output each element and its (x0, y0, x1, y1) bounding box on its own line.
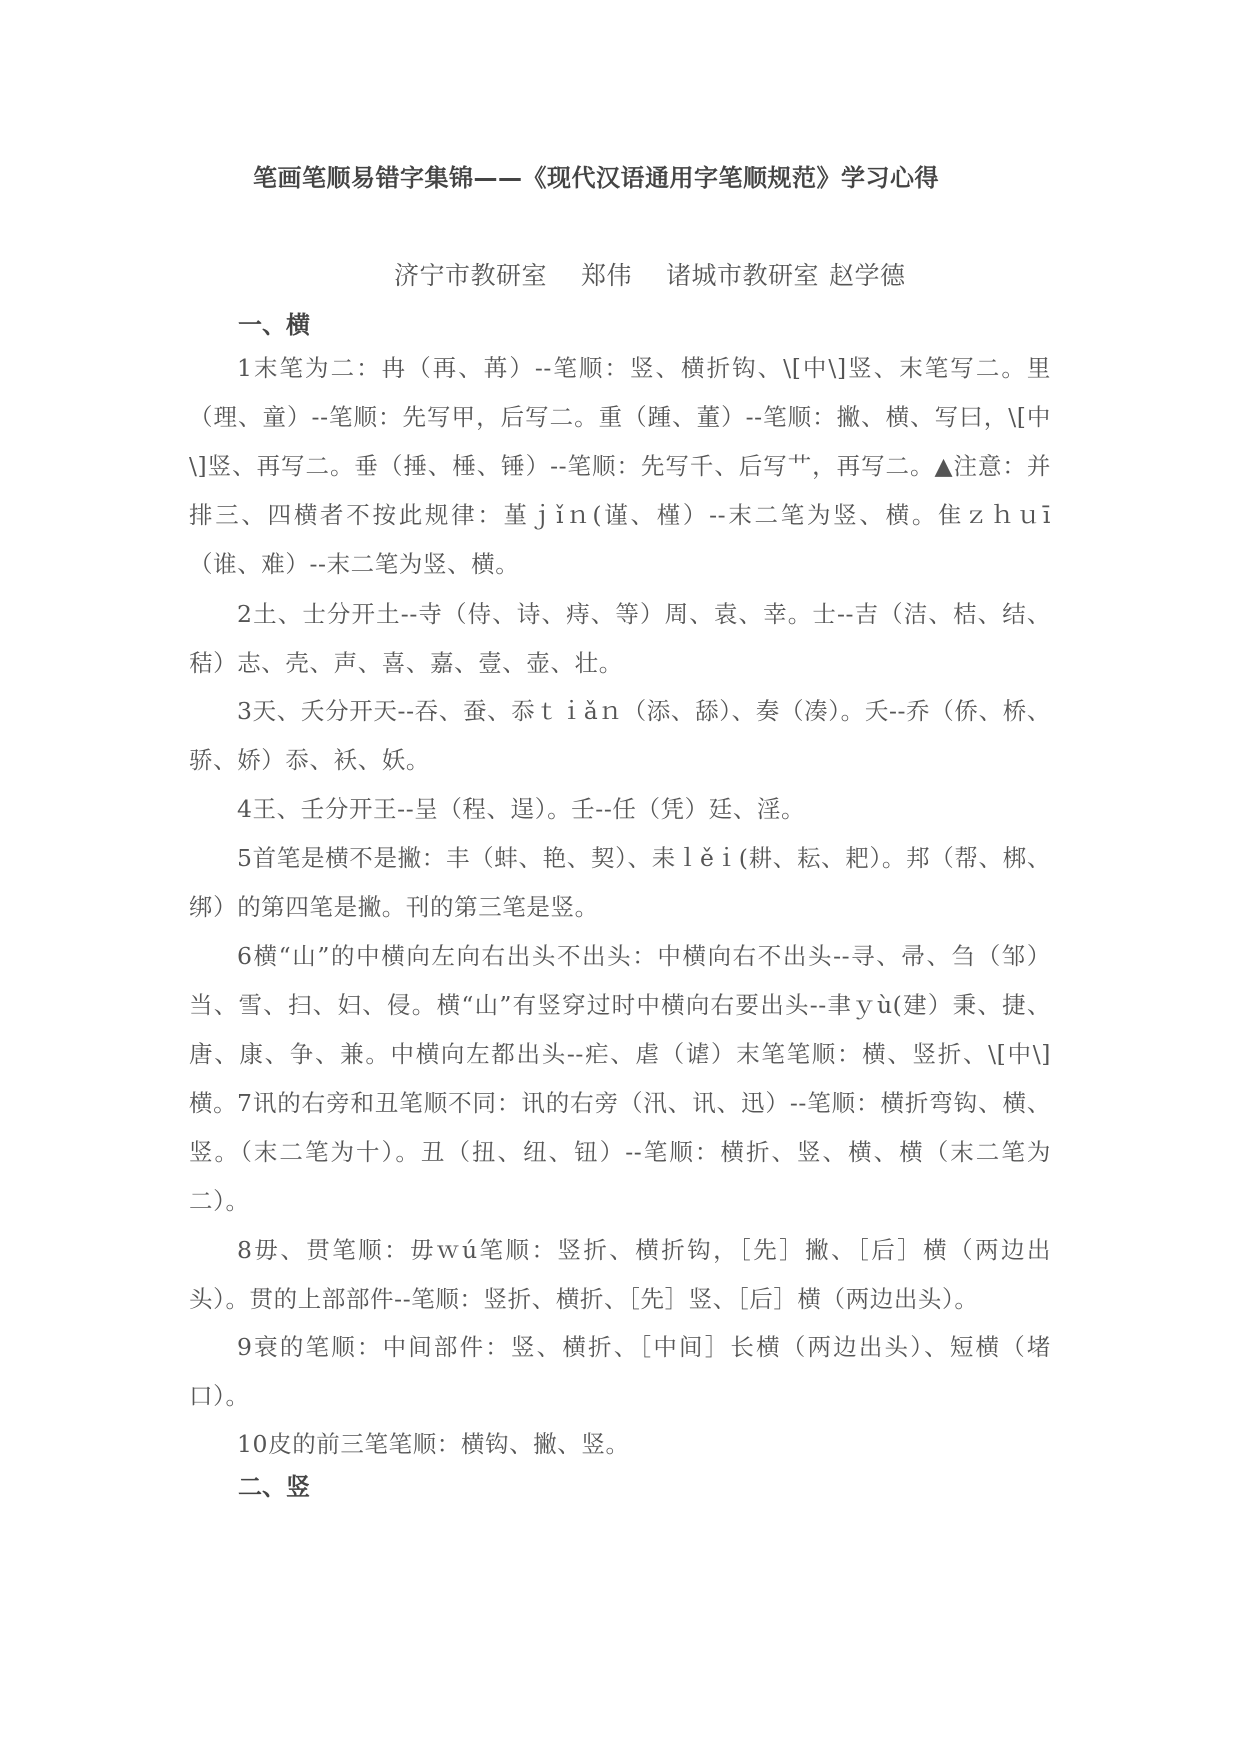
author-org-1: 济宁市教研室 (394, 261, 548, 290)
section-heading-heng: 一、横 (238, 311, 310, 339)
paragraph-4: 4王、壬分开王--呈（程、逞）。壬--任（凭）廷、淫。 (237, 795, 806, 823)
author-name-1: 郑伟 (581, 261, 633, 290)
paragraph-6: 6横“山”的中横向左向右出头不出头：中横向右不出头--寻、帚、刍（邹）当、雪、扫、妇、侵。横“山”有竖穿过时中横向右要出头--聿ｙù(建）秉、捷、唐、康、争、兼。中横向左都出头--疟、虐（谑）末笔笔顺：横、竖折、\[中\]横。 (189, 942, 1051, 1117)
paragraph-10: 10皮的前三笔笔顺：横钩、撇、竖。 (237, 1430, 630, 1458)
author-line (394, 256, 906, 292)
paragraph-3: 3天、夭分开天--吞、蚕、忝ｔｉǎｎ（添、舔）、奏（凑）。夭--乔（侨、桥、骄、娇）忝、袄、妖。 (189, 697, 1051, 774)
author-org-2: 诸城市教研室 (666, 261, 820, 290)
paragraph-2: 2土、士分开土--寺（侍、诗、痔、等）周、袁、幸。士--吉（洁、桔、结、秸）志、壳、声、喜、嘉、壹、壶、壮。 (189, 600, 1051, 677)
paragraph-1: 1末笔为二：冉（再、苒）--笔顺：竖、横折钩、\[中\]竖、末笔写二。里（理、童）--笔顺：先写甲，后写二。重（踵、董）--笔顺：撇、横、写曰，\[中\]竖、再写二。垂（捶、棰、锤）--笔顺：先写千、后写艹，再写二。▲注意：并排三、四横者不按此规律：堇ｊǐｎ(谨、槿）--末二笔为竖、横。隹ｚｈｕī（谁、难）--末二笔为竖、横。 (189, 354, 1051, 578)
section-heading-shu: 二、竖 (238, 1473, 310, 1501)
paragraph-9: 9衰的笔顺：中间部件：竖、横折、［中间］长横（两边出头）、短横（堵口）。 (189, 1333, 1051, 1410)
paragraph-5: 5首笔是横不是撇：丰（蚌、艳、契）、耒ｌěｉ(耕、耘、耙）。邦（帮、梆、绑）的第四笔是撇。刊的第三笔是竖。 (189, 844, 1051, 921)
author-name-2: 赵学德 (829, 261, 906, 290)
paragraph-7: 7讯的右旁和丑笔顺不同：讯的右旁（汛、讯、迅）--笔顺：横折弯钩、横、竖。（末二笔为十）。丑（扭、纽、钮）--笔顺：横折、竖、横、横（末二笔为二）。 (189, 1089, 1051, 1215)
paragraph-8: 8毋、贯笔顺：毋ｗú笔顺：竖折、横折钩，［先］撇、［后］横（两边出头）。贯的上部部件--笔顺：竖折、横折、［先］竖、［后］横（两边出头）。 (189, 1236, 1051, 1313)
document-title-text: 笔画笔顺易错字集锦——《现代汉语通用字笔顺规范》学习心得 (253, 164, 939, 192)
